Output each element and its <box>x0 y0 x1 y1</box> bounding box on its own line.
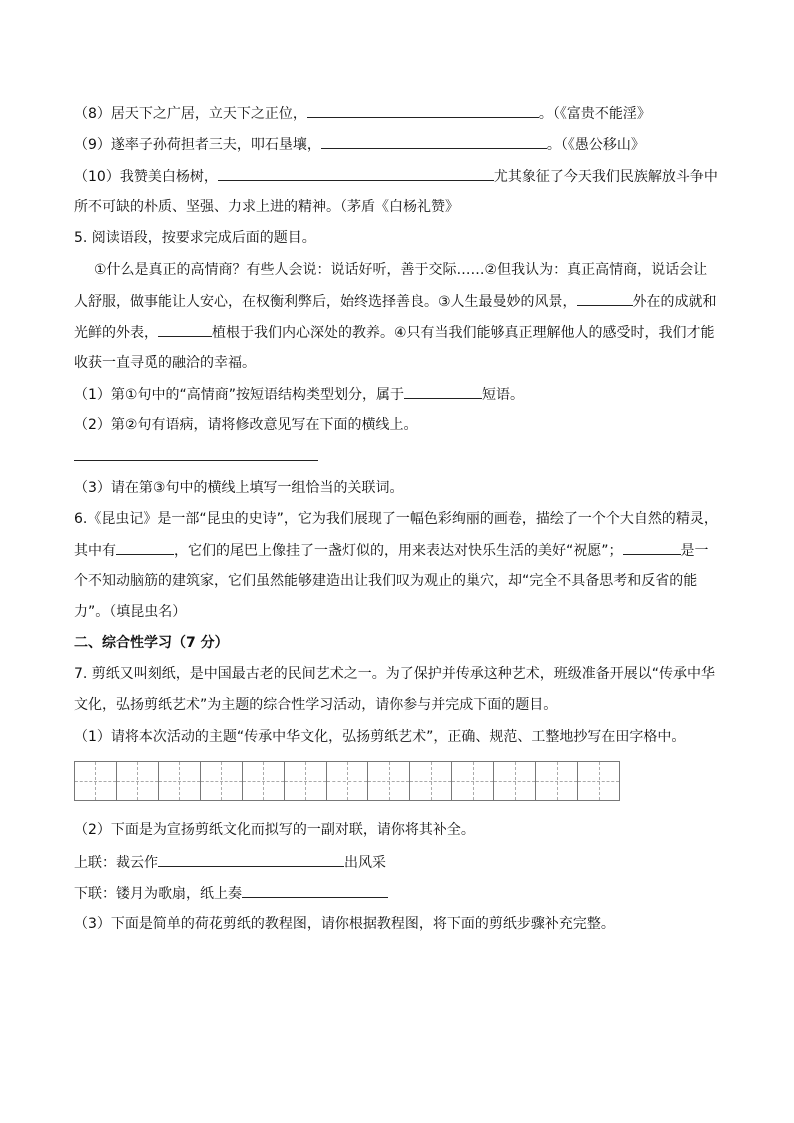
tianzi-grid <box>74 761 620 801</box>
q5-title: 5. 阅读语段，按要求完成后面的题目。 <box>74 230 316 246</box>
q5-sub-1: （1）第①句中的“高情商”按短语结构类型划分，属于 短语。 <box>74 384 524 405</box>
answer-blank[interactable] <box>158 852 344 867</box>
tianzi-cell[interactable] <box>75 762 117 800</box>
tianzi-cell[interactable] <box>578 762 619 800</box>
q7-line-1: 7. 剪纸又叫刻纸，是中国最古老的民间艺术之一。为了保护并传承这种艺术，班级准备开展以“传承中华 <box>74 666 716 682</box>
answer-blank[interactable] <box>307 103 539 118</box>
answer-blank[interactable] <box>623 540 681 555</box>
tianzi-cell[interactable] <box>410 762 452 800</box>
section-heading: 二、综合性学习（7 分） <box>74 635 229 651</box>
answer-blank[interactable] <box>404 384 482 399</box>
tianzi-cell[interactable] <box>159 762 201 800</box>
q7-sub-1: （1）请将本次活动的主题“传承中华文化，弘扬剪纸艺术”，正确、规范、工整地抄写在田字格中。 <box>74 729 686 745</box>
tianzi-cell[interactable] <box>243 762 285 800</box>
tianzi-cell[interactable] <box>494 762 536 800</box>
q7-line-2: 文化，弘扬剪纸艺术”为主题的综合性学习活动，请你参与并完成下面的题目。 <box>74 697 558 713</box>
tianzi-cell[interactable] <box>368 762 410 800</box>
answer-blank[interactable] <box>242 883 388 898</box>
q5-paragraph-1: ①什么是真正的高情商？有些人会说：说话好听，善于交际……②但我认为：真正高情商，说话会让 <box>94 262 708 278</box>
q4-item-10-cont: 所不可缺的朴质、坚强、力求上进的精神。（茅盾《白杨礼赞》 <box>74 199 459 215</box>
q5-sub-3: （3）请在第③句中的横线上填写一组恰当的关联词。 <box>74 480 404 496</box>
q7-sub-3: （3）下面是简单的荷花剪纸的教程图，请你根据教程图，将下面的剪纸步骤补充完整。 <box>74 916 615 932</box>
tianzi-cell[interactable] <box>327 762 369 800</box>
answer-blank[interactable] <box>116 540 174 555</box>
q4-item-10: （10）我赞美白杨树， 尤其象征了今天我们民族解放斗争中 <box>74 166 718 187</box>
answer-blank[interactable] <box>218 166 494 181</box>
answer-line[interactable] <box>74 460 318 461</box>
couplet-upper: 上联：裁云作 出风采 <box>74 852 386 873</box>
tianzi-cell[interactable] <box>117 762 159 800</box>
couplet-lower: 下联：镂月为歌扇，纸上奏 <box>74 883 388 904</box>
tianzi-cell[interactable] <box>536 762 578 800</box>
tianzi-cell[interactable] <box>452 762 494 800</box>
q4-item-9: （9）遂率子孙荷担者三夫，叩石垦壤， 。（《愚公移山》 <box>74 134 645 155</box>
answer-blank[interactable] <box>321 134 547 149</box>
q6-line-3: 个不知动脑筋的建筑家，它们虽然能够建造出让我们叹为观止的巢穴，却“完全不具备思考和反省的能 <box>74 573 698 589</box>
answer-blank[interactable] <box>158 322 212 337</box>
q6-line-2: 其中有 ，它们的尾巴上像挂了一盏灯似的，用来表达对快乐生活的美好“祝愿”； 是一 <box>74 540 709 561</box>
tianzi-cell[interactable] <box>285 762 327 800</box>
q6-line-1: 6.《昆虫记》是一部“昆虫的史诗”，它为我们展现了一幅色彩绚丽的画卷，描绘了一个个大自然的精灵， <box>74 511 718 527</box>
q5-paragraph-4: 收获一直寻觅的融洽的幸福。 <box>74 355 256 371</box>
q6-line-4: 力”。（填昆虫名） <box>74 604 187 620</box>
q5-paragraph-3: 光鲜的外表， 植根于我们内心深处的教养。④只有当我们能够真正理解他人的感受时，我们才能 <box>74 322 715 343</box>
answer-blank[interactable] <box>577 291 633 306</box>
q5-sub-2: （2）第②句有语病，请将修改意见写在下面的横线上。 <box>74 417 418 433</box>
q5-paragraph-2: 人舒服，做事能让人安心，在权衡利弊后，始终选择善良。③人生最曼妙的风景， 外在的成就和 <box>74 291 717 312</box>
q7-sub-2: （2）下面是为宣扬剪纸文化而拟写的一副对联，请你将其补全。 <box>74 822 475 838</box>
tianzi-cell[interactable] <box>201 762 243 800</box>
q4-item-8: （8）居天下之广居，立天下之正位， 。（《富贵不能淫》 <box>74 103 651 124</box>
